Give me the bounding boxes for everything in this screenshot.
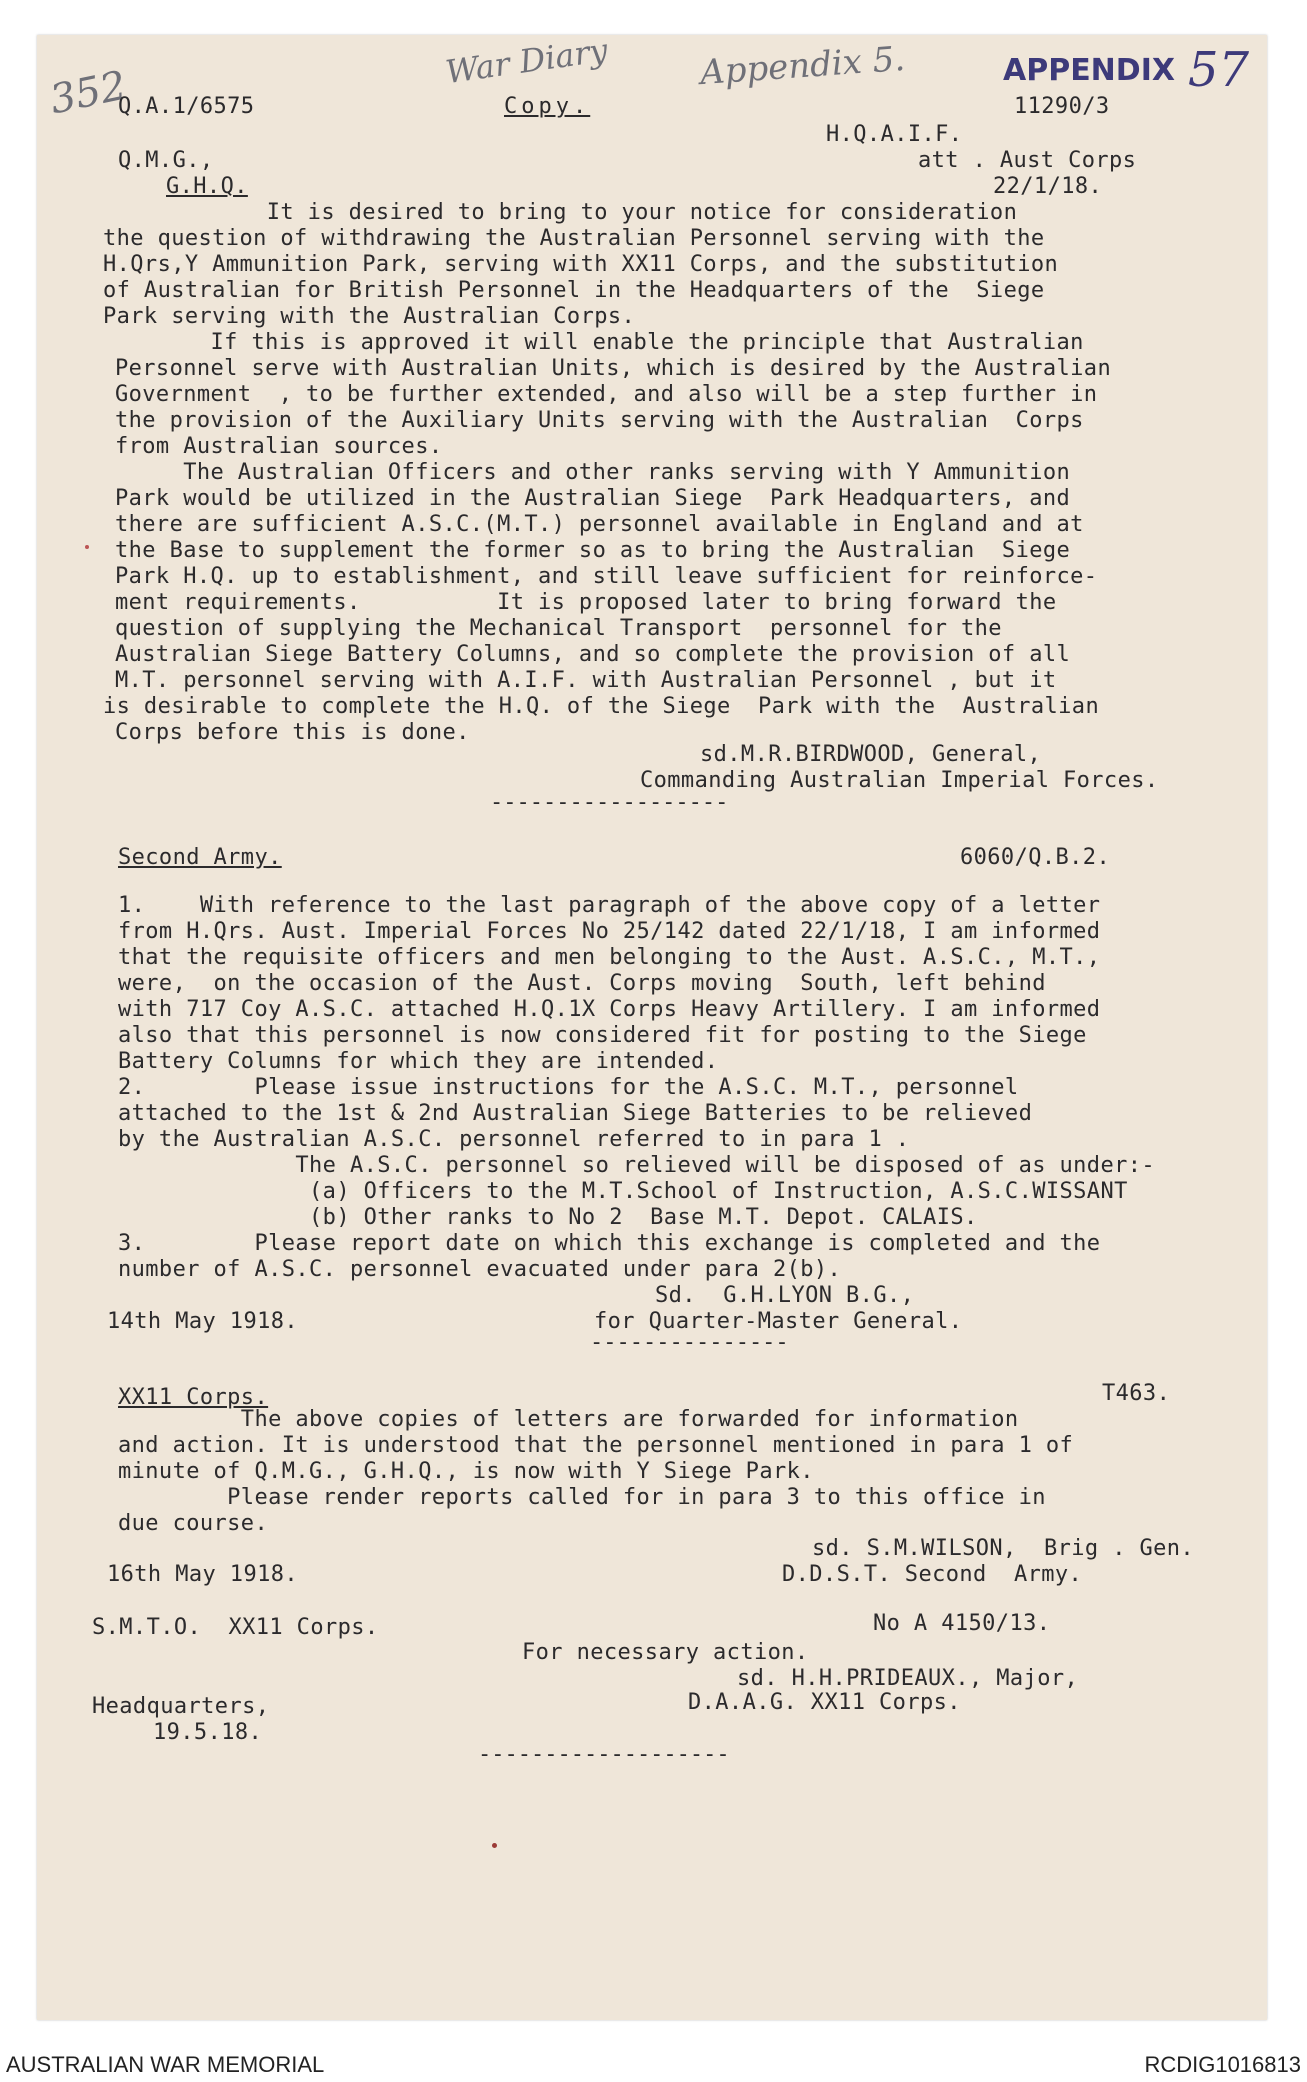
body-line: the Base to supplement the former so as to bring the Australian Siege	[115, 538, 1071, 563]
letter1-to-line2: G.H.Q.	[166, 174, 248, 199]
body-line: If this is approved it will enable the principle that Australian	[115, 330, 1084, 355]
footer-id: RCDIG1016813	[1144, 2052, 1301, 2077]
body-line: (b) Other ranks to No 2 Base M.T. Depot. CALAIS.	[118, 1205, 978, 1230]
letter2-signature-title: for Quarter-Master General.	[594, 1309, 963, 1334]
body-line: Battery Columns for which they are intended.	[118, 1049, 719, 1074]
letter2-ref: 6060/Q.B.2.	[960, 845, 1111, 870]
body-line: were, on the occasion of the Aust. Corps moving South, left behind	[118, 971, 1046, 996]
body-line: Personnel serve with Australian Units, which is desired by the Australian	[115, 356, 1112, 381]
letter1-ref: Q.A.1/6575	[118, 94, 255, 119]
body-line: Australian Siege Battery Columns, and so complete the provision of all	[115, 642, 1071, 667]
letter1-date: 22/1/18.	[993, 174, 1103, 199]
body-line: Park would be utilized in the Australian Siege Park Headquarters, and	[115, 486, 1071, 511]
body-line: 2. Please issue instructions for the A.S.C. M.T., personnel	[118, 1075, 1019, 1100]
war-diary-note: War Diary	[443, 30, 610, 92]
letter1-from-line2: att . Aust Corps	[918, 148, 1137, 173]
body-line: ment requirements. It is proposed later to bring forward the	[115, 590, 1057, 615]
body-line: M.T. personnel serving with A.I.F. with Australian Personnel , but it	[115, 668, 1057, 693]
letter4-ref: No A 4150/13.	[873, 1611, 1051, 1636]
body-line: 1. With reference to the last paragraph of the above copy of a letter	[118, 893, 1101, 918]
body-line: also that this personnel is now considered fit for posting to the Siege	[118, 1023, 1087, 1048]
body-line: from H.Qrs. Aust. Imperial Forces No 25/142 dated 22/1/18, I am informed	[118, 919, 1101, 944]
body-line: The A.S.C. personnel so relieved will be disposed of as under:-	[118, 1153, 1156, 1178]
letter4-place: Headquarters,	[92, 1694, 270, 1719]
letter2-signature: Sd. G.H.LYON B.G.,	[655, 1283, 915, 1308]
body-line: Park serving with the Australian Corps.	[103, 304, 636, 329]
body-line: It is desired to bring to your notice for consideration	[103, 200, 1018, 225]
letter3-ref: T463.	[1102, 1381, 1171, 1406]
body-line: attached to the 1st & 2nd Australian Siege Batteries to be relieved	[118, 1101, 1033, 1126]
letter1-from-line1: H.Q.A.I.F.	[826, 122, 963, 147]
body-line: (a) Officers to the M.T.School of Instruction, A.S.C.WISSANT	[118, 1179, 1128, 1204]
ink-mark	[85, 545, 89, 549]
body-line: question of supplying the Mechanical Transport personnel for the	[115, 616, 1002, 641]
body-line: from Australian sources.	[115, 434, 443, 459]
letter2-addressee: Second Army.	[118, 845, 282, 870]
letter3-signature: sd. S.M.WILSON, Brig . Gen.	[812, 1536, 1195, 1561]
letter1-signature: sd.M.R.BIRDWOOD, General,	[700, 742, 1042, 767]
body-line: The above copies of letters are forwarded for information	[118, 1407, 1019, 1432]
body-line: number of A.S.C. personnel evacuated under para 2(b).	[118, 1257, 842, 1282]
body-line: The Australian Officers and other ranks serving with Y Ammunition	[115, 460, 1071, 485]
body-line: of Australian for British Personnel in the Headquarters of the Siege	[103, 278, 1045, 303]
letter1-file-number: 11290/3	[1014, 94, 1110, 119]
letter3-signature-title: D.D.S.T. Second Army.	[782, 1562, 1083, 1587]
body-line: minute of Q.M.G., G.H.Q., is now with Y Siege Park.	[118, 1459, 814, 1484]
body-line: that the requisite officers and men belonging to the Aust. A.S.C., M.T.,	[118, 945, 1101, 970]
letter1-copy-label: Copy.	[504, 94, 591, 119]
letter4-signature-title: D.A.A.G. XX11 Corps.	[688, 1690, 961, 1715]
letter4-addressee: S.M.T.O. XX11 Corps.	[92, 1615, 379, 1640]
body-line: Park H.Q. up to establishment, and still leave sufficient for reinforce-	[115, 564, 1098, 589]
body-line: Government , to be further extended, and also will be a step further in	[115, 382, 1098, 407]
margin-number: 352	[46, 62, 131, 124]
body-line: 3. Please report date on which this exchange is completed and the	[118, 1231, 1101, 1256]
ink-mark	[492, 1843, 497, 1848]
divider: ------------------	[490, 790, 729, 815]
letter1-to-line1: Q.M.G.,	[118, 148, 214, 173]
divider: ---------------	[590, 1330, 789, 1355]
body-line: is desirable to complete the H.Q. of the Siege Park with the Australian	[103, 694, 1100, 719]
body-line: H.Qrs,Y Ammunition Park, serving with XX11 Corps, and the substitution	[103, 252, 1059, 277]
letter4-signature: sd. H.H.PRIDEAUX., Major,	[737, 1666, 1079, 1691]
body-line: and action. It is understood that the personnel mentioned in para 1 of	[118, 1433, 1074, 1458]
divider: -------------------	[478, 1742, 730, 1767]
footer-source: AUSTRALIAN WAR MEMORIAL	[6, 2052, 325, 2077]
letter4-date: 19.5.18.	[153, 1720, 263, 1745]
letter2-date: 14th May 1918.	[107, 1309, 299, 1334]
letter3-addressee: XX11 Corps.	[118, 1385, 269, 1410]
appendix-handwritten: Appendix 5.	[698, 38, 907, 94]
body-line: there are sufficient A.S.C.(M.T.) personnel available in England and at	[115, 512, 1084, 537]
body-line: with 717 Coy A.S.C. attached H.Q.1X Corps Heavy Artillery. I am informed	[118, 997, 1101, 1022]
letter4-action: For necessary action.	[522, 1640, 809, 1665]
letter3-date: 16th May 1918.	[107, 1562, 299, 1587]
letter1-signature-title: Commanding Australian Imperial Forces.	[640, 768, 1159, 793]
body-line: by the Australian A.S.C. personnel referred to in para 1 .	[118, 1127, 910, 1152]
body-line: the question of withdrawing the Australian Personnel serving with the	[103, 226, 1045, 251]
body-line: Please render reports called for in para 3 to this office in	[118, 1485, 1046, 1510]
body-line: Corps before this is done.	[115, 720, 470, 745]
body-line: due course.	[118, 1511, 269, 1536]
appendix-number: 57	[1188, 42, 1250, 98]
appendix-stamp: APPENDIX	[1003, 53, 1175, 88]
body-line: the provision of the Auxiliary Units serving with the Australian Corps	[115, 408, 1084, 433]
